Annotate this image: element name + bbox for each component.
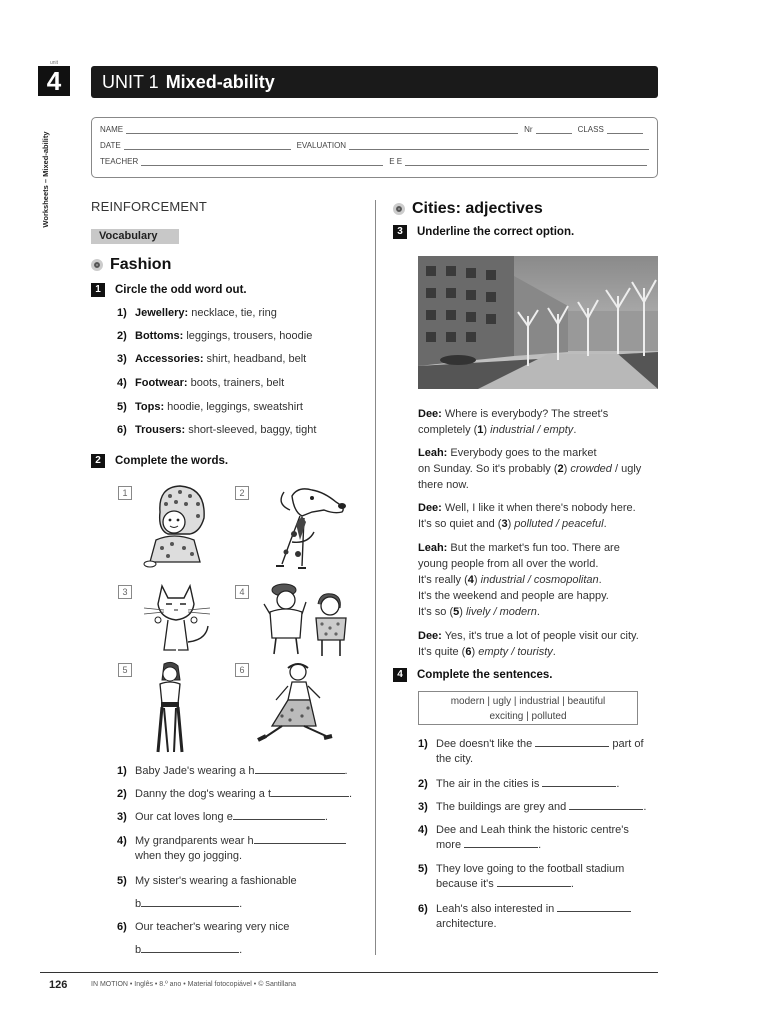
picture-number-box: 2 [235, 486, 249, 500]
section-bullet-icon [91, 259, 103, 271]
item-continuation: the city. [436, 753, 474, 765]
dialogue-turn [418, 445, 658, 493]
item-text: The buildings are grey and [436, 801, 570, 813]
teacher-label: TEACHER [100, 157, 139, 166]
item-category: Footwear: [135, 377, 188, 389]
dialogue-line: It's so ( [418, 606, 454, 618]
city-street-photo [418, 256, 658, 389]
picture-number-box: 5 [118, 663, 132, 677]
answer-blank[interactable] [535, 737, 609, 747]
picture-number-box: 1 [118, 486, 132, 500]
speaker-name: Dee: [418, 502, 442, 514]
answer-blank[interactable] [557, 902, 631, 912]
info-row-teacher [100, 157, 649, 166]
item-number: 6) [117, 424, 127, 436]
item-text: Danny the dog's wearing a t [135, 788, 272, 800]
option-choice[interactable]: industrial / cosmopolitan [480, 574, 599, 586]
info-row-name [100, 125, 649, 134]
option-choice-plain[interactable]: / ugly [611, 463, 642, 475]
answer-blank[interactable] [271, 787, 349, 797]
item-number: 6) [117, 921, 127, 933]
list-item [117, 352, 306, 367]
list-item [117, 423, 316, 438]
item-number: 3) [117, 811, 127, 823]
unit-label: UNIT 1 [102, 71, 159, 92]
item-end: . [239, 944, 243, 956]
task-number: 2 [91, 454, 105, 468]
item-number: 2) [418, 778, 428, 790]
item-text: Our cat loves long e [135, 811, 233, 823]
task-number: 3 [393, 225, 407, 239]
item-letter: b [135, 944, 142, 956]
dialogue-line: ) [473, 574, 481, 586]
item-options[interactable]: boots, trainers, belt [187, 377, 285, 389]
ee-label: E E [389, 157, 403, 166]
teacher-boots-illustration [252, 660, 336, 744]
list-item [117, 329, 312, 344]
list-item [418, 777, 658, 792]
task-2-header [91, 454, 228, 468]
item-number: 4) [117, 377, 127, 389]
blank-number: 6 [465, 646, 472, 658]
dog-tie-illustration [262, 482, 352, 574]
sister-belt-illustration [148, 660, 192, 756]
item-options[interactable]: necklace, tie, ring [188, 307, 277, 319]
item-number: 2) [117, 330, 127, 342]
footer-credits: IN MOTION • Inglês • 8.º ano • Material fotocopiável • © Santillana [91, 981, 297, 988]
item-number: 5) [117, 875, 127, 887]
answer-blank[interactable] [542, 777, 616, 787]
item-end: . [324, 811, 328, 823]
task-number: 1 [91, 283, 105, 297]
answer-blank[interactable] [255, 764, 345, 774]
item-number: 1) [418, 738, 428, 750]
blank-number: 5 [453, 606, 460, 618]
date-label: DATE [100, 141, 121, 150]
task-3-header [393, 225, 574, 239]
picture-number-box: 4 [235, 585, 249, 599]
item-number: 5) [117, 401, 127, 413]
item-end: . [570, 878, 574, 890]
item-text: more [436, 839, 465, 851]
student-info-box [91, 117, 658, 178]
answer-blank[interactable] [141, 943, 239, 953]
dialogue-line: ) [471, 646, 479, 658]
item-options[interactable]: leggings, trousers, hoodie [183, 330, 313, 342]
task-instruction: Circle the odd word out. [115, 284, 247, 296]
speaker-name: Dee: [418, 630, 442, 642]
task-1-header [91, 283, 247, 297]
answer-blank[interactable] [233, 810, 325, 820]
item-text: They love going to the football stadium [436, 863, 625, 875]
item-number: 2) [117, 788, 127, 800]
dialogue-line: It's so quiet and ( [418, 518, 502, 530]
dialogue-line: there now. [418, 479, 469, 491]
page-number: 126 [49, 979, 68, 991]
picture-number-box: 6 [235, 663, 249, 677]
item-text: Dee and Leah think the historic centre's [436, 824, 629, 836]
dialogue-line: Where is everybody? The street's [444, 408, 609, 420]
name-field[interactable] [126, 126, 518, 134]
blank-number: 2 [557, 463, 564, 475]
answer-blank[interactable] [497, 877, 571, 887]
footer-divider [40, 972, 658, 973]
item-text: Baby Jade's wearing a h [135, 765, 255, 777]
class-label: CLASS [577, 125, 604, 134]
list-item [418, 902, 658, 932]
item-category: Tops: [135, 401, 165, 413]
list-item [418, 823, 658, 853]
item-end: . [538, 839, 542, 851]
item-text: My sister's wearing a fashionable [135, 875, 297, 887]
item-end: . [344, 765, 348, 777]
item-continuation: when they go jogging. [135, 850, 243, 862]
item-category: Accessories: [135, 353, 204, 365]
item-options[interactable]: short-sleeved, baggy, tight [185, 424, 317, 436]
name-label: NAME [100, 125, 124, 134]
answer-blank[interactable] [464, 838, 538, 848]
item-number: 4) [418, 824, 428, 836]
dialogue-line: on Sunday. So it's probably ( [418, 463, 558, 475]
item-text: because it's [436, 878, 497, 890]
teacher-field[interactable] [141, 158, 383, 166]
item-category: Trousers: [135, 424, 186, 436]
item-number: 4) [117, 835, 127, 847]
list-item [117, 400, 303, 415]
cat-earrings-illustration [140, 580, 220, 656]
list-item [117, 874, 357, 912]
dialogue-line: ) [459, 606, 466, 618]
word-bank-line: exciting | polluted [489, 711, 567, 722]
unit-tiny-label: unit [50, 60, 59, 66]
item-number: 1) [117, 307, 127, 319]
dialogue-end: . [603, 518, 607, 530]
item-letter: b [135, 898, 142, 910]
dialogue-line: young people from all over the world. [418, 558, 599, 570]
dialogue-turn [418, 406, 658, 438]
dialogue-line: Well, I like it when there's nobody here. [444, 502, 636, 514]
dialogue-line: Everybody goes to the market [450, 447, 597, 459]
dialogue-turn [418, 500, 658, 532]
option-choice[interactable]: lively / modern [465, 606, 537, 618]
item-end: . [643, 801, 647, 813]
item-number: 1) [117, 765, 127, 777]
word-bank-box [418, 691, 638, 725]
vocabulary-tag: Vocabulary [91, 229, 179, 244]
evaluation-field[interactable] [349, 142, 649, 150]
option-choice[interactable]: empty / touristy [478, 646, 553, 658]
dialogue-line: ) [563, 463, 571, 475]
task-instruction: Complete the words. [115, 455, 229, 467]
dialogue-line: completely ( [418, 424, 478, 436]
answer-blank[interactable] [254, 834, 346, 844]
option-choice[interactable]: industrial / empty [490, 424, 574, 436]
answer-blank[interactable] [141, 897, 239, 907]
item-category: Jewellery: [135, 307, 189, 319]
ee-field[interactable] [405, 158, 647, 166]
nr-label: Nr [524, 125, 533, 134]
item-text: The air in the cities is [436, 778, 543, 790]
item-end: . [616, 778, 620, 790]
evaluation-label: EVALUATION [296, 141, 347, 150]
list-item [117, 764, 357, 779]
speaker-name: Dee: [418, 408, 442, 420]
task-instruction: Complete the sentences. [417, 669, 553, 681]
blank-number: 4 [467, 574, 474, 586]
picture-number-box: 3 [118, 585, 132, 599]
list-item [418, 737, 658, 767]
date-field[interactable] [124, 142, 291, 150]
item-text: My grandparents wear h [135, 835, 254, 847]
item-number: 3) [418, 801, 428, 813]
item-text: Our teacher's wearing very nice [135, 921, 290, 933]
cities-heading [393, 200, 543, 218]
dialogue-line: ) [507, 518, 515, 530]
speaker-name: Leah: [418, 447, 448, 459]
dialogue-turn [418, 628, 658, 660]
fashion-heading [91, 256, 171, 274]
item-options[interactable]: hoodie, leggings, sweatshirt [164, 401, 303, 413]
dialogue-line: But the market's fun too. There are [450, 542, 620, 554]
item-text: Dee doesn't like the [436, 738, 536, 750]
list-item [418, 800, 658, 815]
speaker-name: Leah: [418, 542, 448, 554]
blank-number: 3 [501, 518, 508, 530]
dialogue-end: . [536, 606, 540, 618]
dialogue-line: It's quite ( [418, 646, 466, 658]
dialogue-end: . [598, 574, 602, 586]
baby-hat-illustration [140, 482, 212, 570]
task-instruction: Underline the correct option. [417, 226, 575, 238]
item-end: . [349, 788, 353, 800]
item-options[interactable]: shirt, headband, belt [203, 353, 307, 365]
dialogue-line: It's really ( [418, 574, 468, 586]
column-divider [375, 200, 376, 955]
answer-blank[interactable] [569, 800, 643, 810]
grandparents-tracksuit-illustration [258, 580, 354, 660]
item-number: 6) [418, 903, 428, 915]
item-category: Bottoms: [135, 330, 184, 342]
list-item [117, 376, 284, 391]
section-bullet-icon [393, 203, 405, 215]
list-item [418, 862, 658, 892]
option-choice[interactable]: polluted / peaceful [514, 518, 604, 530]
dialogue-turn [418, 540, 658, 620]
dialogue-line: Yes, it's true a lot of people visit our city. [444, 630, 639, 642]
task-4-header [393, 668, 552, 682]
option-choice[interactable]: crowded [570, 463, 612, 475]
list-item [117, 810, 357, 825]
word-bank-line: modern | ugly | industrial | beautiful [450, 696, 606, 707]
dialogue-line: ) [483, 424, 491, 436]
page-title: Mixed-ability [165, 71, 275, 92]
worksheet-number: 4 [38, 66, 70, 96]
dialogue-end: . [573, 424, 577, 436]
list-item [117, 920, 357, 958]
item-text: Leah's also interested in [436, 903, 558, 915]
fashion-title: Fashion [110, 256, 172, 273]
list-item [117, 787, 357, 802]
task-number: 4 [393, 668, 407, 682]
item-text: part of [609, 738, 644, 750]
info-row-date [100, 141, 649, 150]
list-item [117, 306, 277, 321]
item-number: 3) [117, 353, 127, 365]
class-field[interactable] [607, 126, 643, 134]
nr-field[interactable] [536, 126, 572, 134]
list-item [117, 834, 357, 864]
item-number: 5) [418, 863, 428, 875]
item-continuation: architecture. [436, 918, 497, 930]
dialogue-line: It's the weekend and people are happy. [418, 590, 609, 602]
reinforcement-heading: REINFORCEMENT [91, 199, 207, 214]
blank-number: 1 [477, 424, 484, 436]
cities-title: Cities: adjectives [412, 200, 543, 217]
dialogue-end: . [552, 646, 556, 658]
item-end: . [239, 898, 243, 910]
vertical-label: Worksheets – Mixed-ability [41, 131, 50, 228]
unit-banner [91, 66, 658, 98]
